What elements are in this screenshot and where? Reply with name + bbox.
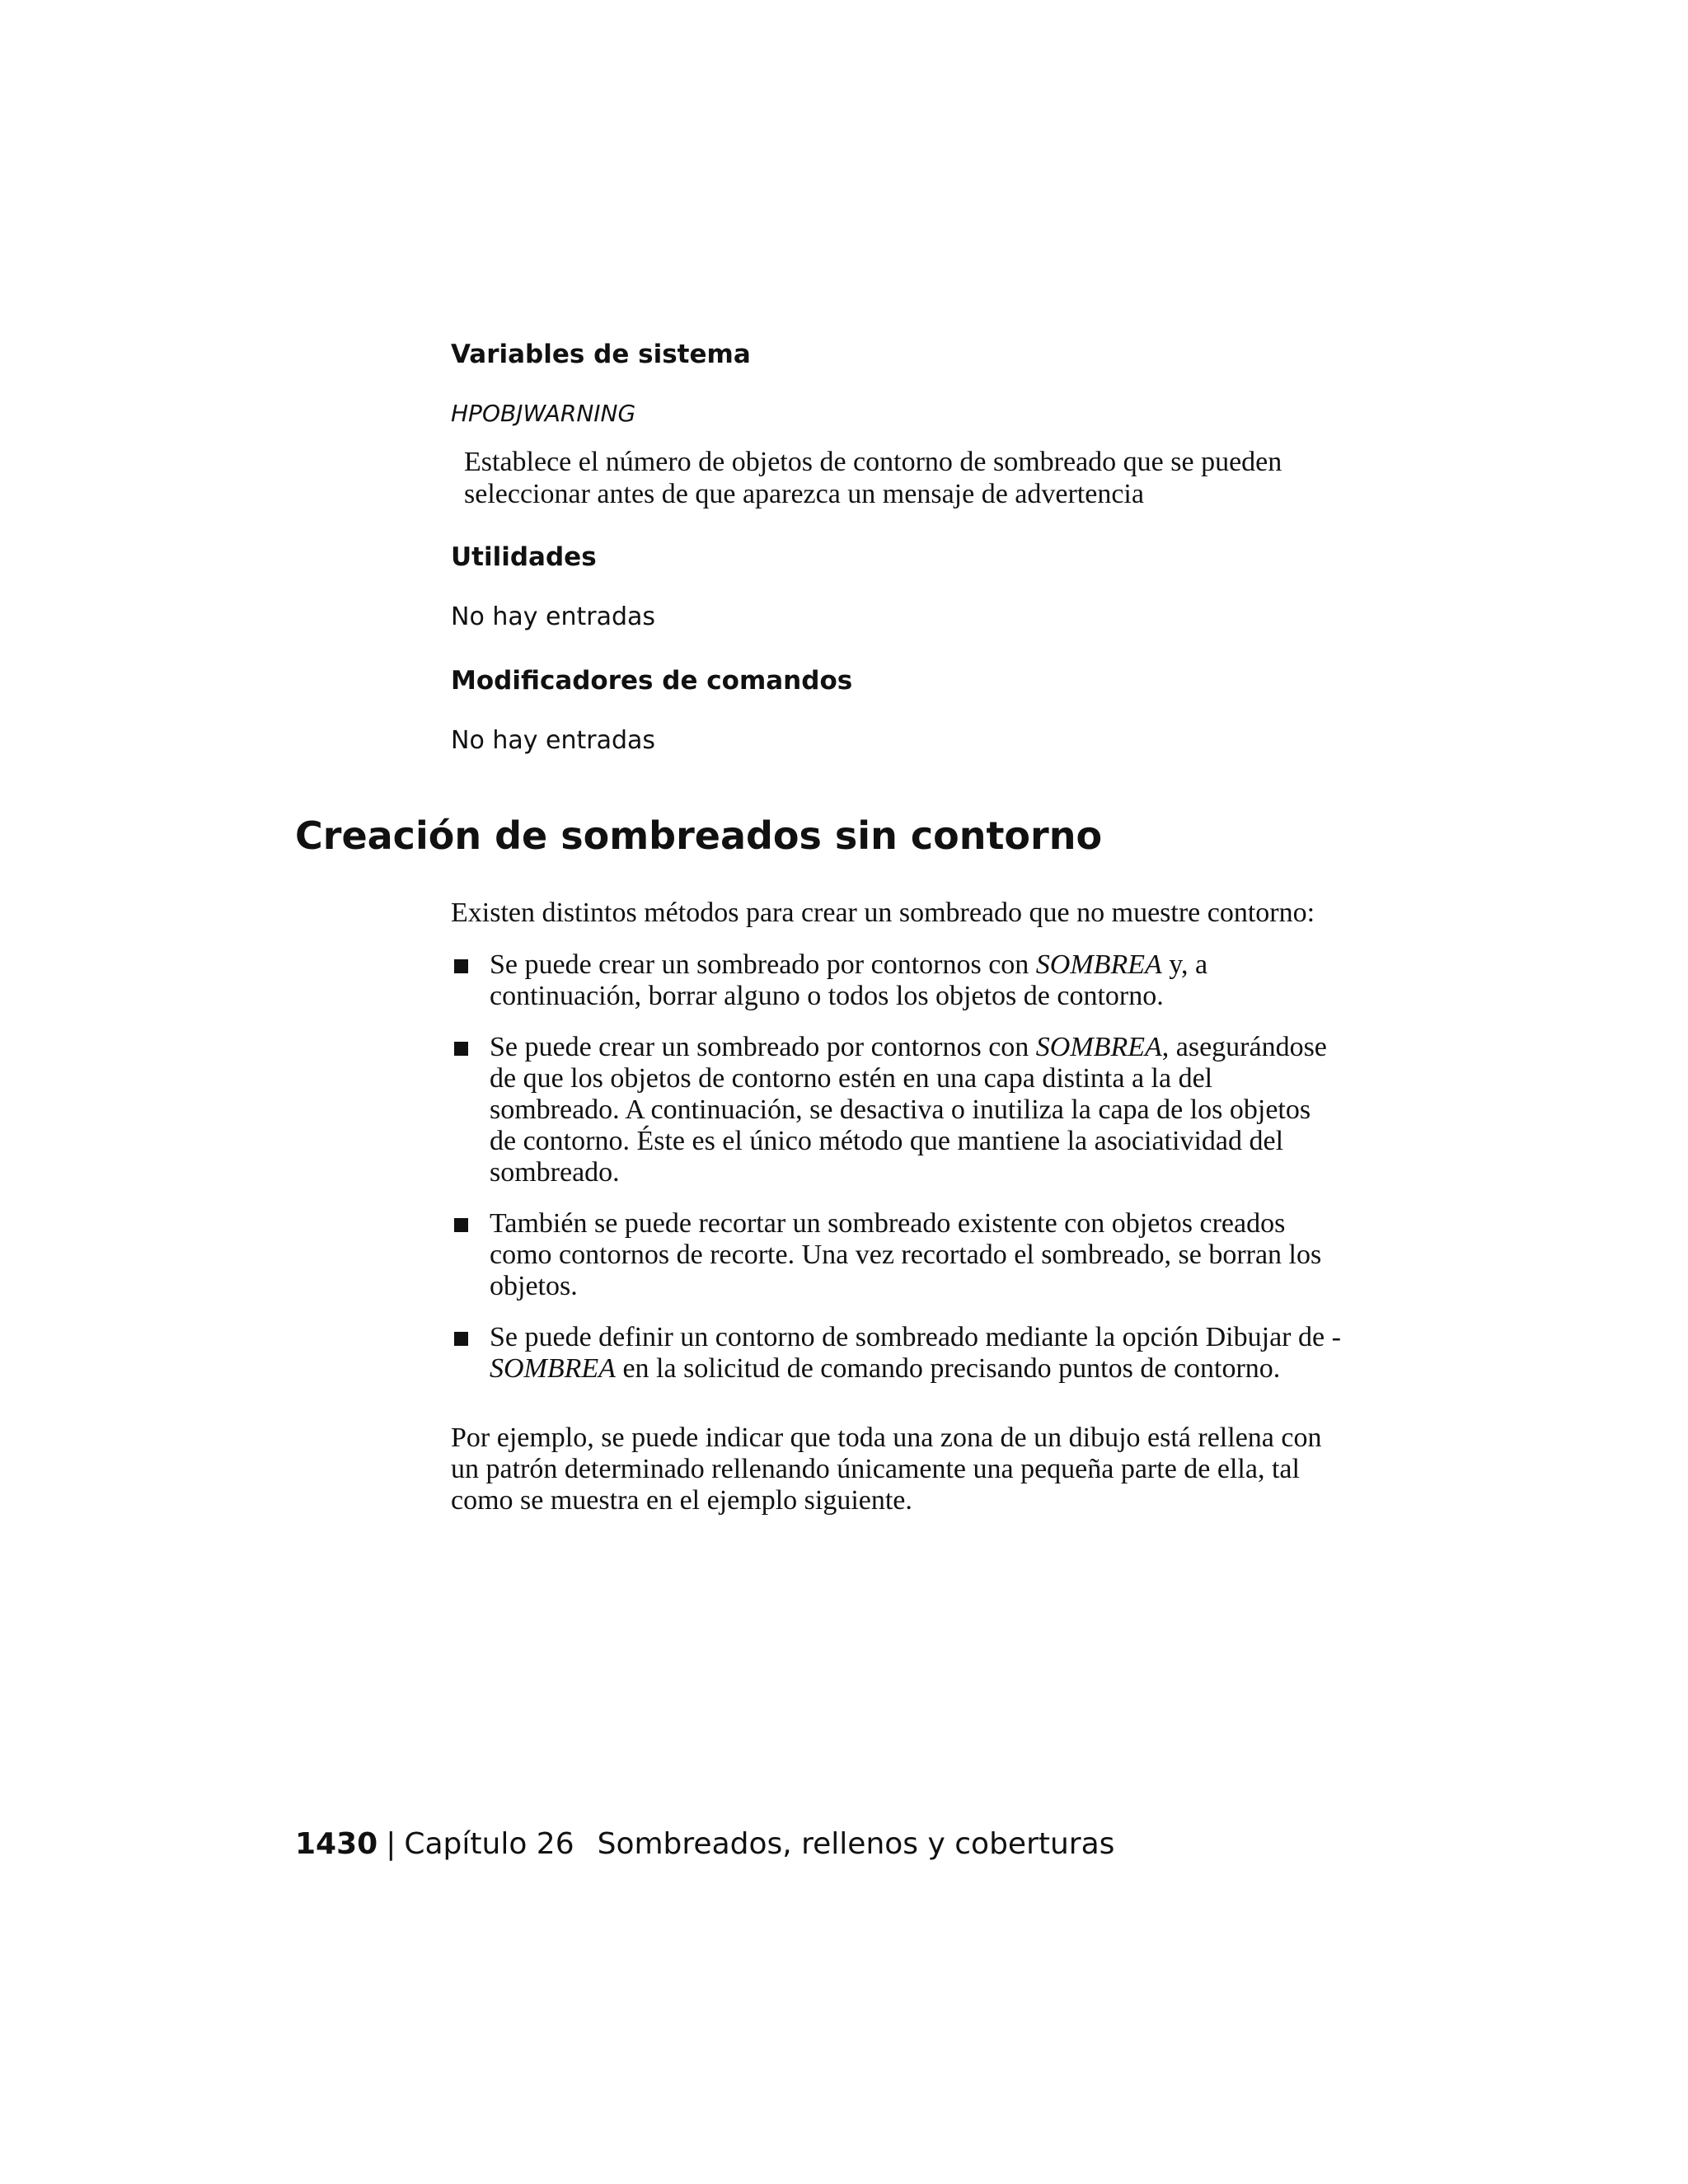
command-modifiers-heading: Modificadores de comandos	[451, 666, 853, 696]
chapter-title: Sombreados, rellenos y coberturas	[597, 1827, 1115, 1861]
section-title: Creación de sombreados sin contorno	[295, 813, 1103, 858]
system-variables-heading: Variables de sistema	[451, 340, 751, 369]
variable-description-line-2: seleccionar antes de que aparezca un mensaje de advertencia	[464, 479, 1144, 509]
command-name: SOMBREA	[1035, 1032, 1162, 1062]
list-item: También se puede recortar un sombreado existente con objetos creados como contornos de recorte. Una vez recortado el sombreado, se borran los objetos.	[451, 1208, 1341, 1302]
list-item: Se puede crear un sombreado por contornos con SOMBREA, asegurándose de que los objetos de contorno estén en una capa distinta a la del sombreado. A continuación, se desactiva o inutiliza la capa de los objetos de contorno. Éste es el único método que mantiene la asociatividad del sombreado.	[451, 1032, 1341, 1188]
square-bullet-icon	[454, 1218, 468, 1232]
command-name: SOMBREA	[1035, 949, 1162, 980]
chapter-label: Capítulo 26	[404, 1827, 574, 1861]
methods-list	[451, 949, 1341, 1404]
utilities-section	[451, 541, 1341, 574]
variable-description	[464, 446, 1341, 510]
utilities-heading: Utilidades	[451, 542, 597, 572]
square-bullet-icon	[454, 1042, 468, 1056]
variable-description-line-1: Establece el número de objetos de contorno de sombreado que se pueden	[464, 447, 1282, 477]
variable-name: HPOBJWARNING	[451, 400, 636, 427]
list-item: Se puede crear un sombreado por contornos con SOMBREA y, a continuación, borrar alguno o todos los objetos de contorno.	[451, 949, 1341, 1012]
closing-paragraph: Por ejemplo, se puede indicar que toda una zona de un dibujo está rellena con un patrón determinado rellenando únicamente una pequeña parte de ella, tal como se muestra en el ejemplo siguiente.	[451, 1422, 1322, 1516]
command-modifiers-section	[451, 664, 1341, 697]
variable-name-row	[451, 399, 1341, 429]
footer-separator: |	[386, 1827, 396, 1861]
utilities-text: No hay entradas	[451, 602, 656, 631]
page-footer	[295, 1825, 1114, 1864]
system-variables-section	[451, 338, 1341, 371]
intro-paragraph: Existen distintos métodos para crear un sombreado que no muestre contorno:	[451, 898, 1315, 928]
page-number: 1430	[295, 1827, 378, 1861]
list-item: Se puede definir un contorno de sombreado mediante la opción Dibujar de -SOMBREA en la solicitud de comando precisando puntos de contorno.	[451, 1322, 1341, 1385]
command-modifiers-text: No hay entradas	[451, 726, 656, 755]
square-bullet-icon	[454, 1332, 468, 1346]
square-bullet-icon	[454, 959, 468, 973]
command-name: SOMBREA	[490, 1353, 616, 1384]
